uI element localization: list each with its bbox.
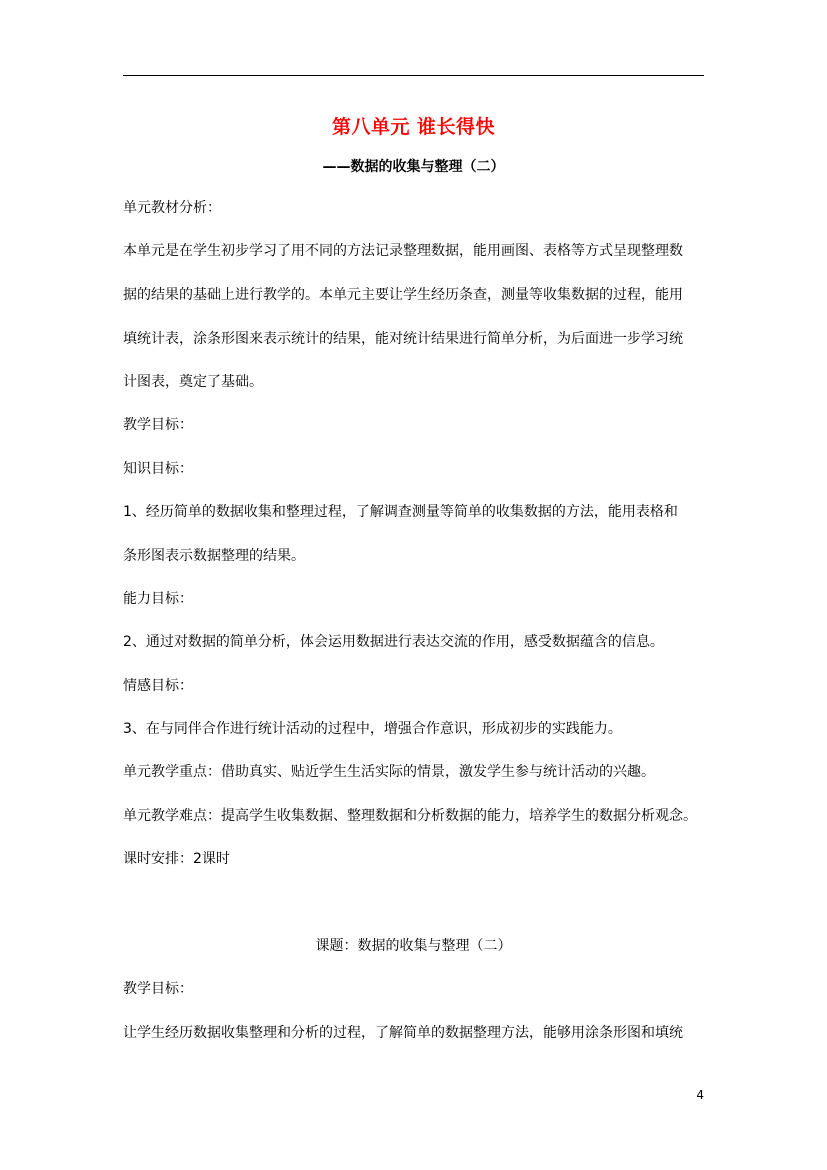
paragraph-line: 3、在与同伴合作进行统计活动的过程中，增强合作意识，形成初步的实践能力。 (123, 721, 622, 737)
paragraph-line: 填统计表，涂条形图来表示统计的结果，能对统计结果进行简单分析，为后面进一步学习统 (123, 331, 683, 347)
section-heading-goals: 教学目标： (123, 981, 193, 997)
paragraph-line: 条形图表示数据整理的结果。 (123, 548, 305, 564)
paragraph-line: 本单元是在学生初步学习了用不同的方法记录整理数据，能用画图、表格等方式呈现整理数 (123, 243, 683, 259)
paragraph-line: 1、经历简单的数据收集和整理过程，了解调查测量等简单的收集数据的方法，能用表格和 (123, 504, 678, 520)
paragraph-line: 据的结果的基础上进行教学的。本单元主要让学生经历条查，测量等收集数据的过程，能用 (123, 287, 683, 303)
paragraph-line: 计图表，奠定了基础。 (123, 374, 263, 390)
section-heading-emotion: 情感目标： (123, 678, 193, 694)
section-heading-knowledge: 知识目标： (123, 461, 193, 477)
section-heading-goals: 教学目标： (123, 417, 193, 433)
unit-subtitle: ——数据的收集与整理（二） (322, 159, 505, 175)
paragraph-line: 让学生经历数据收集整理和分析的过程，了解简单的数据整理方法，能够用涂条形图和填统 (123, 1025, 683, 1041)
lesson-title: 课题：数据的收集与整理（二） (315, 938, 512, 954)
paragraph-line: 2、通过对数据的简单分析，体会运用数据进行表达交流的作用，感受数据蕴含的信息。 (123, 634, 664, 650)
paragraph-line: 单元教学重点：借助真实、贴近学生生活实际的情景，激发学生参与统计活动的兴趣。 (123, 764, 655, 780)
section-heading-ability: 能力目标： (123, 591, 193, 607)
paragraph-line: 课时安排：2课时 (123, 851, 230, 867)
page-number: 4 (696, 1088, 704, 1102)
header-rule (123, 75, 704, 76)
unit-title: 第八单元 谁长得快 (331, 116, 496, 138)
section-heading-analysis: 单元教材分析： (123, 200, 221, 216)
paragraph-line: 单元教学难点：提高学生收集数据、整理数据和分析数据的能力，培养学生的数据分析观念。 (123, 808, 697, 824)
